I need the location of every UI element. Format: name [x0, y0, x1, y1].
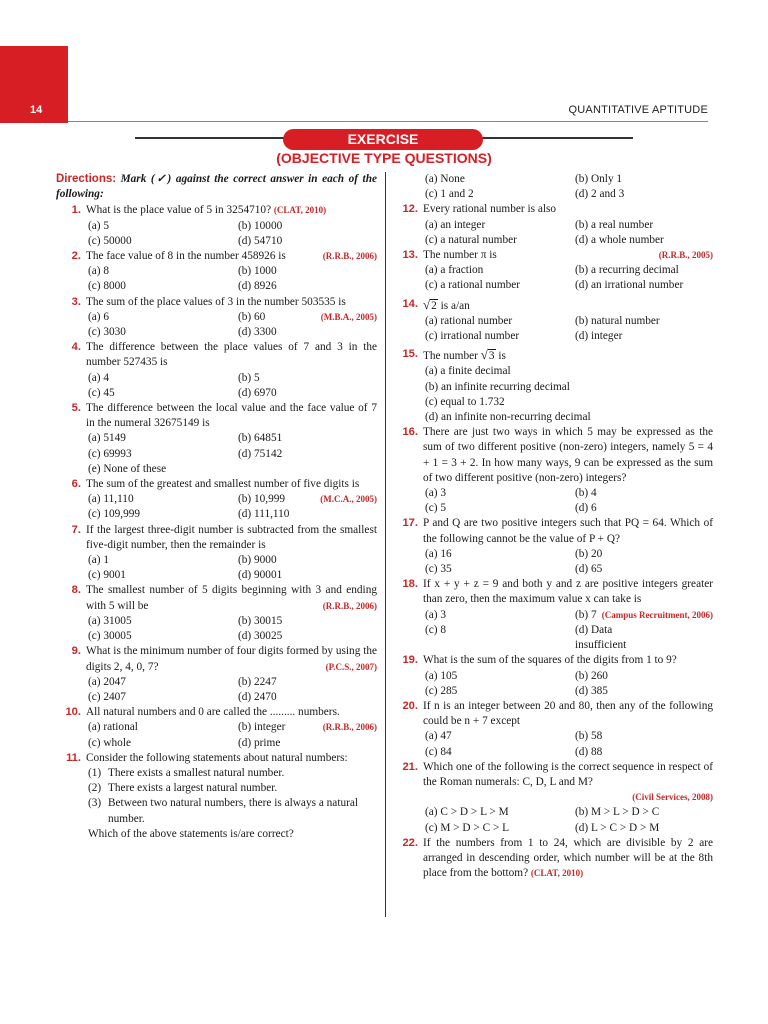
option[interactable]: (d) 54710: [238, 234, 283, 247]
exercise-banner: EXERCISE: [283, 129, 483, 150]
option[interactable]: (a) C > D > L > M: [425, 806, 509, 819]
option[interactable]: (c) 1 and 2: [425, 188, 474, 201]
question: [393, 836, 713, 882]
question-text: The number √3 is: [423, 347, 713, 364]
question-number: 11.: [66, 751, 81, 764]
question-text: The number π is (R.R.B., 2005): [423, 248, 713, 263]
question-text: There are just two ways in which 5 may be expressed as the sum of two different positive (non-zero) integers, namely 5 = 4 + 1 = 3 + 2. In how many ways, 9 can be expressed as the sum of two different positive (non-zero) integers?: [423, 426, 713, 484]
option[interactable]: (a) an integer: [425, 218, 486, 231]
option[interactable]: (a) 16: [425, 547, 452, 560]
question-source: (CLAT, 2010): [530, 868, 584, 879]
option[interactable]: (d) 6: [575, 502, 597, 515]
question-source: (Civil Services, 2008): [632, 792, 713, 803]
question-text: What is the minimum number of four digits formed by using the digits 2, 4, 0, 7? (P.C.S., 2007): [86, 644, 377, 674]
option[interactable]: (d) 65: [575, 563, 603, 576]
options: [423, 172, 713, 202]
option[interactable]: (d) L > C > D > M: [575, 821, 660, 834]
question: [56, 705, 377, 751]
options: [423, 218, 713, 248]
statements: [86, 766, 377, 842]
option[interactable]: (a) 6: [88, 310, 110, 323]
question-number: 16.: [402, 426, 418, 439]
option[interactable]: (d) 2 and 3: [575, 188, 625, 201]
option[interactable]: (d) 3300: [238, 326, 277, 339]
options: [423, 729, 713, 759]
option[interactable]: (c) 9001: [88, 569, 126, 582]
column-divider: [385, 172, 386, 917]
directions-text: Mark (✓) against the correct answer in each of the following:: [56, 173, 377, 201]
option[interactable]: (b) 20: [575, 547, 603, 560]
options: [86, 553, 377, 583]
option[interactable]: (b) natural number: [575, 314, 660, 327]
question-text: If the largest three-digit number is subtracted from the smallest five-digit number, then the remainder is: [86, 523, 377, 551]
question-number: 3.: [71, 295, 81, 308]
square-root: √3: [480, 347, 495, 363]
question-number: 21.: [402, 760, 418, 773]
options: [423, 608, 627, 654]
question-text: The sum of the greatest and smallest number of five digits is (M.C.A., 2005): [86, 477, 377, 492]
question-number: 17.: [402, 517, 418, 530]
option[interactable]: (c) 35: [425, 563, 452, 576]
option[interactable]: (a) 2047: [88, 675, 126, 688]
question-number: 12.: [402, 203, 418, 216]
question-source: (R.R.B., 2006): [322, 251, 377, 262]
options: [86, 371, 377, 401]
option[interactable]: (c) 3030: [88, 326, 126, 339]
option[interactable]: (b) a recurring decimal: [575, 264, 679, 277]
option[interactable]: (a) rational: [88, 721, 138, 734]
question-number: 18.: [402, 578, 418, 591]
question-text: If x + y + z = 9 and both y and z are positive integers greater than zero, then the maximum value x can take is (Campus Recruitment, 2006): [423, 577, 713, 607]
question: [56, 523, 377, 584]
options: [86, 675, 377, 705]
option[interactable]: (b) a real number: [575, 218, 654, 231]
option[interactable]: (b) 60: [238, 310, 266, 323]
question-number: 6.: [71, 478, 81, 491]
question: [56, 644, 377, 705]
question-number: 8.: [71, 584, 81, 597]
option[interactable]: (a) 3: [425, 608, 447, 621]
question-text: The face value of 8 in the number 458926 is (R.R.B., 2006): [86, 249, 377, 264]
options: [423, 805, 713, 835]
option[interactable]: (d) 75142: [238, 447, 283, 460]
option[interactable]: (b) 7: [575, 608, 597, 621]
options: [86, 614, 377, 644]
options: [423, 263, 713, 293]
question-number: 1.: [71, 204, 81, 217]
question-source: (R.R.B., 2006): [322, 722, 377, 733]
option[interactable]: (d) 30025: [238, 630, 283, 643]
question-number: 19.: [402, 654, 418, 667]
left-column: [56, 172, 377, 842]
option[interactable]: (b) 10,999: [238, 493, 286, 506]
option[interactable]: (d) 6970: [238, 386, 277, 399]
question-number: 10.: [65, 706, 81, 719]
question: [56, 583, 377, 644]
question-number: 14.: [402, 297, 418, 310]
question-text: Which one of the following is the correct sequence in respect of the Roman numerals: C, D, L and M?: [423, 760, 713, 788]
option[interactable]: (a) 11,110: [88, 493, 134, 506]
question-number: 7.: [71, 523, 81, 536]
options: [423, 669, 713, 699]
question: [393, 577, 713, 653]
page-number: 14: [30, 104, 43, 116]
option[interactable]: (a) 47: [425, 730, 452, 743]
option[interactable]: (a) 5: [88, 219, 110, 232]
header-rule: [68, 121, 708, 122]
question: [393, 760, 713, 836]
question: [56, 203, 377, 249]
option[interactable]: (c) 84: [425, 745, 452, 758]
option[interactable]: (b) 5: [238, 371, 260, 384]
option[interactable]: (d) an infinite non-recurring decimal: [425, 411, 591, 424]
option[interactable]: (d) Data insufficient: [575, 623, 627, 652]
question-source: (Campus Recruitment, 2006): [601, 609, 713, 620]
option[interactable]: (b) 58: [575, 730, 603, 743]
question-text: All natural numbers and 0 are called the ......... numbers. (R.R.B., 2006): [86, 705, 377, 720]
question-number: 15.: [402, 348, 418, 361]
question: [56, 477, 377, 523]
question-text: √2 is a/an: [423, 297, 713, 314]
option[interactable]: (c) 2407: [88, 690, 126, 703]
question-text: If n is an integer between 20 and 80, then any of the following could be n + 7 except: [423, 699, 713, 728]
option[interactable]: (b) 9000: [238, 554, 277, 567]
option[interactable]: (a) 5149: [88, 432, 126, 445]
option[interactable]: (b) Only 1: [575, 173, 623, 185]
options: [86, 492, 316, 522]
question-continued: [393, 172, 713, 202]
option[interactable]: (b) integer: [238, 721, 286, 734]
option[interactable]: (c) 5: [425, 502, 447, 515]
question-text: P and Q are two positive integers such that PQ = 64. Which of the following cannot be the value of P + Q?: [423, 517, 713, 545]
options: [86, 310, 317, 340]
options: [423, 314, 713, 344]
question-text: The sum of the place values of 3 in the number 503535 is (M.B.A., 2005): [86, 295, 377, 310]
option[interactable]: (a) None: [425, 173, 465, 185]
option[interactable]: (d) 111,110: [238, 508, 290, 521]
option[interactable]: (a) a fraction: [425, 264, 484, 277]
question-number: 5.: [71, 402, 81, 415]
option[interactable]: (a) 4: [88, 371, 110, 384]
question-number: 2.: [71, 250, 81, 263]
question-number: 4.: [71, 341, 81, 354]
option[interactable]: (b) 30015: [238, 614, 283, 627]
question: [56, 401, 377, 477]
option[interactable]: (c) M > D > C > L: [425, 821, 510, 834]
option[interactable]: (c) whole: [88, 736, 131, 749]
question-text: The difference between the place values of 7 and 3 in the number 527435 is: [86, 341, 377, 369]
option[interactable]: (d) integer: [575, 330, 623, 343]
square-root: √2: [423, 296, 437, 312]
option[interactable]: (d) 88: [575, 745, 603, 758]
option[interactable]: (c) a natural number: [425, 233, 517, 246]
question-source: (M.B.A., 2005): [320, 311, 377, 322]
option[interactable]: (d) 8926: [238, 280, 277, 293]
option[interactable]: (b) 1000: [238, 265, 277, 278]
option[interactable]: (c) 50000: [88, 234, 132, 247]
question: [393, 248, 713, 294]
options: [86, 264, 377, 294]
option[interactable]: (c) 109,999: [88, 508, 141, 521]
question: [393, 653, 713, 699]
question: [393, 516, 713, 577]
option[interactable]: (d) 385: [575, 684, 608, 697]
option[interactable]: (c) 69993: [88, 447, 132, 460]
question: [393, 347, 713, 425]
question-source: (R.R.B., 2006): [322, 600, 377, 611]
question-text: What is the place value of 5 in 3254710? (CLAT, 2010): [86, 204, 327, 217]
question: [56, 340, 377, 401]
running-head: QUANTITATIVE APTITUDE: [568, 104, 708, 116]
question-number: 9.: [71, 645, 81, 658]
question: [393, 699, 713, 760]
option[interactable]: (a) 105: [425, 669, 458, 682]
question: [56, 249, 377, 295]
option[interactable]: (b) 260: [575, 669, 608, 682]
question-source: (P.C.S., 2007): [325, 661, 377, 672]
question-source: (R.R.B., 2005): [658, 250, 713, 261]
question-number: 13.: [402, 249, 418, 262]
question-text: The smallest number of 5 digits beginning with 3 and ending with 5 will be (R.R.B., 2006): [86, 583, 377, 613]
option[interactable]: (d) a whole number: [575, 233, 664, 246]
statement: (2) There exists a largest natural number.: [88, 782, 278, 795]
option[interactable]: (b) an infinite recurring decimal: [425, 380, 570, 393]
question-text: The difference between the local value and the face value of 7 in the numeral 32675149 is: [86, 402, 377, 430]
option[interactable]: (a) 1: [88, 554, 110, 567]
option[interactable]: (b) 4: [575, 487, 597, 500]
question-text: Consider the following statements about natural numbers:: [86, 751, 348, 764]
option[interactable]: (a) 3: [425, 487, 447, 500]
option[interactable]: (b) 64851: [238, 432, 283, 445]
option[interactable]: (c) irrational number: [425, 330, 520, 343]
option[interactable]: (a) rational number: [425, 314, 513, 327]
options: [86, 219, 377, 249]
options: [423, 486, 713, 516]
options: [423, 547, 713, 577]
option[interactable]: (c) 45: [88, 386, 115, 399]
directions-label: Directions:: [56, 173, 117, 185]
question: [56, 295, 377, 341]
statement-question: Which of the above statements is/are correct?: [88, 827, 294, 840]
question-text: Every rational number is also: [423, 203, 557, 216]
statement: (1) There exists a smallest natural number.: [88, 766, 285, 779]
question: [393, 297, 713, 345]
option[interactable]: (b) 2247: [238, 675, 277, 688]
option[interactable]: (b) 10000: [238, 219, 283, 232]
option[interactable]: (c) 8000: [88, 280, 126, 293]
question: [56, 751, 377, 842]
question-text: If the numbers from 1 to 24, which are divisible by 2 are arranged in descending order, which number will be at the 8th place from the bottom? (CLAT, 2010): [423, 836, 713, 880]
options: [86, 720, 319, 750]
question-number: 22.: [402, 836, 418, 849]
option[interactable]: (b) M > L > D > C: [575, 806, 660, 819]
option[interactable]: (c) 8: [425, 623, 447, 636]
question-number: 20.: [402, 699, 418, 712]
option[interactable]: (a) 31005: [88, 614, 132, 627]
option[interactable]: (c) a rational number: [425, 279, 521, 292]
statement: (3) Between two natural numbers, there is always a natural number.: [88, 797, 359, 825]
options: [86, 431, 377, 461]
question-source: (M.C.A., 2005): [320, 494, 377, 505]
question: [393, 202, 713, 248]
question-text: What is the sum of the squares of the digits from 1 to 9?: [423, 654, 677, 667]
option[interactable]: (d) prime: [238, 736, 281, 749]
question-source: (CLAT, 2010): [273, 205, 327, 216]
option[interactable]: (d) 2470: [238, 690, 277, 703]
option[interactable]: (d) 90001: [238, 569, 283, 582]
right-column: [393, 172, 713, 881]
question: [393, 425, 713, 516]
option[interactable]: (c) 30005: [88, 630, 132, 643]
option[interactable]: (d) an irrational number: [575, 279, 684, 292]
option[interactable]: (e) None of these: [88, 462, 167, 475]
option[interactable]: (a) a finite decimal: [425, 365, 511, 378]
option[interactable]: (a) 8: [88, 265, 110, 278]
option[interactable]: (c) equal to 1.732: [425, 395, 505, 408]
directions: [56, 172, 377, 202]
option[interactable]: (c) 285: [425, 684, 458, 697]
exercise-subtitle: (OBJECTIVE TYPE QUESTIONS): [276, 150, 492, 166]
